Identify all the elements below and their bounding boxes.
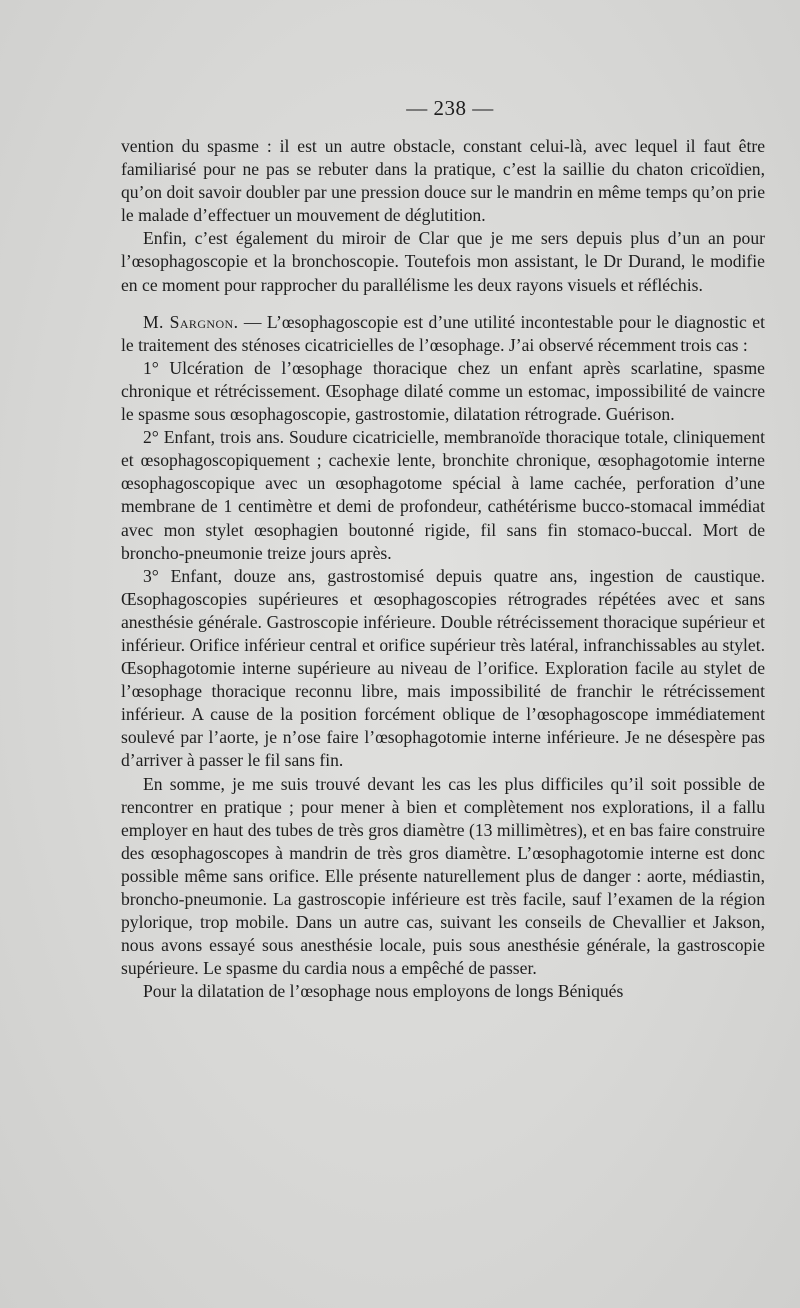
case-1: 1° Ulcération de l’œsophage thoracique chez un enfant après scarlatine, spasme chronique et rétrécissement. Œsophage dilaté comme un estomac, impossibilité de vaincre le spasme sous œsophagoscopie, gastrostomie, dilatation rétrograde. Guérison. (121, 357, 765, 425)
case-3: 3° Enfant, douze ans, gastrostomisé depuis quatre ans, ingestion de caustique. Œsophagoscopies supérieures et œsophagoscopies rétrogrades répétées avec et sans anesthésie générale. Gastroscopie inférieure. Double rétrécissement thoracique supérieur et inférieur. Orifice inférieur central et orifice supérieur très latéral, infranchissables au stylet. Œsophagotomie interne supérieure au niveau de l’orifice. Exploration facile au stylet de l’œsophage thoracique reconnu libre, mais impossibilité de franchir le rétrécissement inférieur. A cause de la position forcément oblique de l’œsophagoscope immédiatement soulevé par l’aorte, je n’ose faire l’œsophagotomie interne inférieure. Je ne désespère pas d’arriver à passer le fil sans fin. (121, 565, 765, 771)
paragraph-continuation: vention du spasme : il est un autre obstacle, constant celui-là, avec lequel il faut être familiarisé pour ne pas se rebuter dans la pratique, c’est la saillie du chaton cricoïdien, qu’on doit savoir doubler par une pression douce sur le mandrin en même temps qu’on prie le malade d’effectuer un mouvement de déglutition. (121, 136, 765, 226)
paragraph-last-line: Pour la dilatation de l’œsophage nous employons de longs Béniqués (143, 981, 624, 1002)
case-2: 2° Enfant, trois ans. Soudure cicatricielle, membranoïde thoracique totale, cliniquement et œsophagoscopiquement ; cachexie lente, bronchite chronique, œsophagotomie interne œsophagoscopique avec un œsophagotome spécial à lame cachée, perforation d’une membrane de 1 centimètre et demi de profondeur, cathétérisme bucco-stomacal immédiat avec mon stylet œsophagien boutonné rigide, fil sans fin stomaco-buccal. Mort de broncho-pneumonie treize jours après. (121, 427, 765, 563)
sargnon-intro-text: — L’œsophagoscopie est d’une utilité incontestable pour le diagnostic et le traitement des sténoses cicatricielles de l’œsophage. J’ai observé récemment trois cas : (121, 311, 765, 355)
paragraph-summary: En somme, je me suis trouvé devant les cas les plus difficiles qu’il soit possible de rencontrer en pratique ; pour mener à bien et complètement nos explorations, il a fallu employer en haut des tubes de très gros diamètre (13 millimètres), et en bas faire construire des œsophagoscopes à mandrin de très gros diamètre. L’œsophagotomie interne est donc possible même sans orifice. Elle présente naturellement plus de danger : aorte, médiastin, broncho-pneumonie. La gastroscopie inférieure est très facile, sauf l’examen de la région pylorique, trop mobile. Dans un autre cas, suivant les conseils de Chevallier et Jakson, nous avons essayé sous anesthésie locale, puis sous anesthésie générale, la gastroscopie supérieure. Le spasme du cardia nous a empêché de passer. (121, 773, 765, 979)
paragraph-clar-mirror: Enfin, c’est également du miroir de Clar que je me sers depuis plus d’un an pour l’œsophagoscopie et la bronchoscopie. Toutefois mon assistant, le Dr Durand, le modifie en ce moment pour rapprocher du parallélisme les deux rayons visuels et réfléchis. (121, 228, 765, 295)
body-text (121, 135, 765, 1003)
paragraph-sargnon-intro (121, 311, 765, 357)
page-number: — 238 — (406, 96, 494, 120)
speaker-name: M. Sargnon. (143, 311, 239, 332)
